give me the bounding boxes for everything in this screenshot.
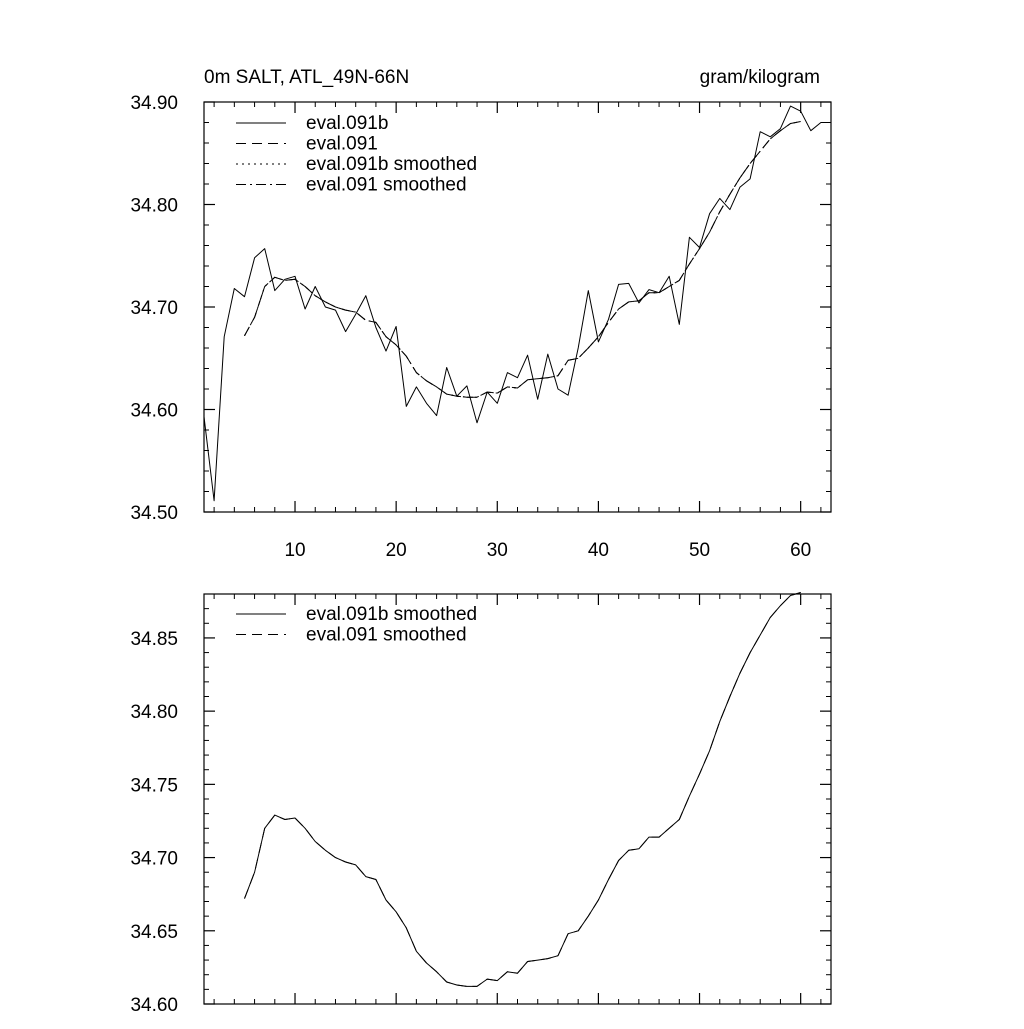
chart-title: 0m SALT, ATL_49N-66N <box>204 67 410 88</box>
y-tick-label: 34.60 <box>130 995 178 1016</box>
plot-frame <box>204 594 831 1004</box>
x-tick-label: 10 <box>284 540 306 561</box>
x-tick-label: 40 <box>587 540 609 561</box>
legend-label: eval.091b smoothed <box>306 154 478 175</box>
y-tick-label: 34.70 <box>130 298 178 319</box>
legend-label: eval.091b smoothed <box>306 604 478 625</box>
bottom-panel <box>130 593 831 1017</box>
y-tick-label: 34.80 <box>130 195 178 217</box>
y-tick-label: 34.90 <box>130 93 178 114</box>
top-panel <box>130 67 831 561</box>
legend-label: eval.091 <box>306 133 378 155</box>
x-tick-label: 30 <box>486 540 508 561</box>
series-line <box>204 106 831 501</box>
y-tick-label: 34.85 <box>130 628 178 650</box>
series-line <box>245 593 801 987</box>
legend-label: eval.091b <box>306 113 389 134</box>
y-tick-label: 34.65 <box>130 921 178 943</box>
x-tick-label: 20 <box>385 540 407 561</box>
y-tick-label: 34.80 <box>130 702 178 724</box>
y-tick-label: 34.75 <box>130 775 178 797</box>
y-tick-label: 34.60 <box>130 400 178 422</box>
legend-label: eval.091 smoothed <box>306 174 467 196</box>
series-line <box>245 593 801 987</box>
y-tick-label: 34.70 <box>130 848 178 870</box>
units-label: gram/kilogram <box>699 67 820 88</box>
x-tick-label: 50 <box>688 540 711 561</box>
legend-label: eval.091 smoothed <box>306 624 467 646</box>
y-tick-label: 34.50 <box>130 503 178 524</box>
x-tick-label: 60 <box>790 540 812 561</box>
plot-frame <box>204 102 831 512</box>
